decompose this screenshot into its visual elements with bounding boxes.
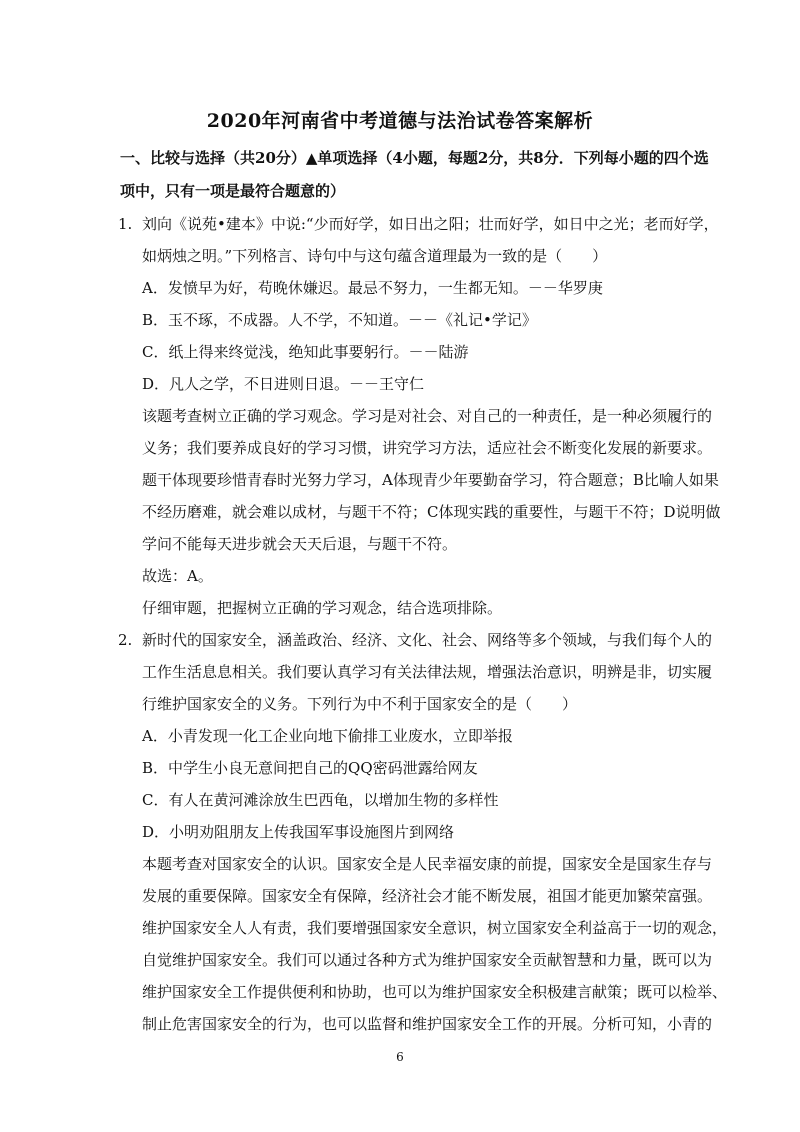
q1-option-a: A．发愤早为好，苟晚休嫌迟。最忌不努力，一生都无知。－－华罗庚: [142, 279, 603, 297]
q2-option-d: D．小明劝阻朋友上传我国军事设施图片到网络: [142, 823, 455, 841]
q1-answer: 故选：A。: [142, 567, 213, 585]
q1-number: 1.: [118, 215, 133, 233]
q1-analysis-line-5: 学问不能每天进步就会天天后退，与题干不符。: [142, 535, 458, 553]
q1-tip: 仔细审题，把握树立正确的学习观念，结合选项排除。: [142, 599, 503, 617]
q1-option-d: D．凡人之学，不日进则日退。－－王守仁: [142, 375, 425, 393]
q1-analysis-line-3: 题干体现要珍惜青春时光努力学习，A体现青少年要勤奋学习，符合题意；B比喻人如果: [142, 471, 719, 489]
q1-stem-text-1: 刘向《说苑•建本》中说:“少而好学，如日出之阳；壮而好学，如日中之光；老而好学，: [142, 215, 719, 233]
q1-stem-line-1: [118, 214, 719, 234]
q1-option-c: C．纸上得来终觉浅，绝知此事要躬行。－－陆游: [142, 343, 469, 361]
q2-stem-line-3: 行维护国家安全的义务。下列行为中不利于国家安全的是（ ）: [142, 695, 578, 713]
q1-analysis-line-1: 该题考查树立正确的学习观念。学习是对社会、对自己的一种责任，是一种必须履行的: [142, 407, 713, 425]
document-title: 2020年河南省中考道德与法治试卷答案解析: [206, 110, 594, 132]
q1-analysis-line-4: 不经历磨难，就会难以成材，与题干不符；C体现实践的重要性，与题干不符；D说明做: [142, 503, 721, 521]
q1-analysis-line-2: 义务；我们要养成良好的学习习惯，讲究学习方法，适应社会不断变化发展的新要求。: [142, 439, 713, 457]
q2-analysis-line-4: 自觉维护国家安全。我们可以通过各种方式为维护国家安全贡献智慧和力量，既可以为: [142, 951, 713, 969]
q2-analysis-line-1: 本题考查对国家安全的认识。国家安全是人民幸福安康的前提，国家安全是国家生存与: [142, 855, 713, 873]
q2-analysis-line-5: 维护国家安全工作提供便利和协助，也可以为维护国家安全积极建言献策；既可以检举、: [142, 983, 728, 1001]
q2-analysis-line-2: 发展的重要保障。国家安全有保障，经济社会才能不断发展，祖国才能更加繁荣富强。: [142, 887, 713, 905]
q2-analysis-line-3: 维护国家安全人人有责，我们要增强国家安全意识，树立国家安全利益高于一切的观念，: [142, 919, 728, 937]
q2-stem-text-1: 新时代的国家安全，涵盖政治、经济、文化、社会、网络等多个领域，与我们每个人的: [142, 631, 713, 649]
q2-stem-line-1: [118, 630, 712, 650]
q2-option-a: A．小青发现一化工企业向地下偷排工业废水，立即举报: [142, 727, 513, 745]
q2-stem-line-2: 工作生活息息相关。我们要认真学习有关法律法规，增强法治意识，明辨是非，切实履: [142, 663, 713, 681]
q1-option-b: B．玉不琢，不成器。人不学，不知道。－－《礼记•学记》: [142, 311, 537, 329]
q2-option-b: B．中学生小良无意间把自己的QQ密码泄露给网友: [142, 759, 478, 777]
q2-number: 2.: [118, 631, 133, 649]
q1-stem-line-2: 如炳烛之明。”下列格言、诗句中与这句蕴含道理最为一致的是（ ）: [142, 247, 608, 265]
section-heading-line-1: 一、比较与选择（共20分）▲单项选择（4小题，每题2分，共8分．下列每小题的四个选: [120, 149, 709, 167]
q2-analysis-line-6: 制止危害国家安全的行为，也可以监督和维护国家安全工作的开展。分析可知，小青的: [142, 1015, 713, 1033]
q2-option-c: C．有人在黄河滩涂放生巴西龟，以增加生物的多样性: [142, 791, 499, 809]
page-number: 6: [396, 1050, 404, 1064]
section-heading-line-2: 项中，只有一项是最符合题意的）: [120, 182, 346, 200]
